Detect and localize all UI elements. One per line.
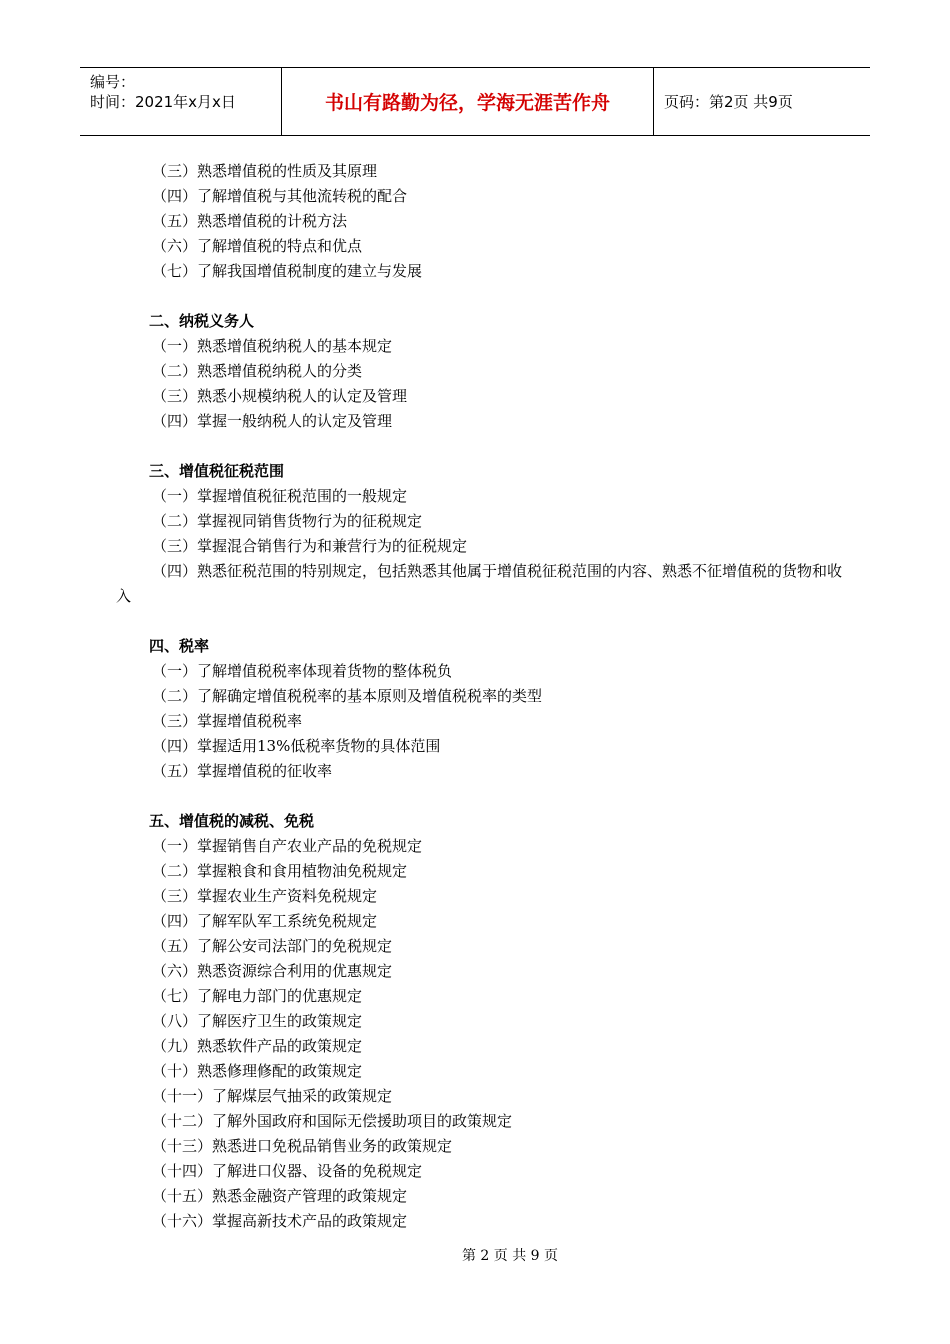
list-item: （二）掌握粮食和食用植物油免税规定	[152, 862, 408, 880]
list-item: （十）熟悉修理修配的政策规定	[152, 1062, 363, 1080]
list-item: （十一）了解煤层气抽采的政策规定	[152, 1087, 393, 1105]
list-item: （二）熟悉增值税纳税人的分类	[152, 362, 363, 380]
list-item: （四）掌握一般纳税人的认定及管理	[152, 412, 393, 430]
list-item: （五）掌握增值税的征收率	[152, 762, 333, 780]
list-item: （五）熟悉增值税的计税方法	[152, 212, 348, 230]
list-item: （二）了解确定增值税税率的基本原则及增值税税率的类型	[152, 687, 543, 705]
list-item: （三）熟悉增值税的性质及其原理	[152, 162, 378, 180]
section-heading: 五、增值税的减税、免税	[149, 812, 315, 830]
list-item: （十六）掌握高新技术产品的政策规定	[152, 1212, 408, 1230]
list-item: （十四）了解进口仪器、设备的免税规定	[152, 1162, 423, 1180]
list-item: （二）掌握视同销售货物行为的征税规定	[152, 512, 423, 530]
list-item: （四）掌握适用13%低税率货物的具体范围	[152, 737, 441, 755]
list-item: （五）了解公安司法部门的免税规定	[152, 937, 393, 955]
list-item: （七）了解电力部门的优惠规定	[152, 987, 363, 1005]
list-item: （一）熟悉增值税纳税人的基本规定	[152, 337, 393, 355]
section-heading: 三、增值税征税范围	[149, 462, 285, 480]
list-item: （三）掌握混合销售行为和兼营行为的征税规定	[152, 537, 468, 555]
section-heading: 二、纳税义务人	[149, 312, 255, 330]
time-label: 时间：2021年x月x日	[90, 93, 236, 111]
footer-page-label: 第 2 页 共 9 页	[461, 1248, 559, 1264]
list-item: （三）掌握农业生产资料免税规定	[152, 887, 378, 905]
list-item: （一）掌握增值税征税范围的一般规定	[152, 487, 408, 505]
list-item: （三）掌握增值税税率	[152, 712, 303, 730]
header-motto: 书山有路勤为径，学海无涯苦作舟	[282, 68, 654, 135]
list-item: （七）了解我国增值税制度的建立与发展	[152, 262, 423, 280]
list-item: （一）掌握销售自产农业产品的免税规定	[152, 837, 423, 855]
list-item: （十三）熟悉进口免税品销售业务的政策规定	[152, 1137, 453, 1155]
list-item: （九）熟悉软件产品的政策规定	[152, 1037, 363, 1055]
list-item: （六）了解增值税的特点和优点	[152, 237, 363, 255]
list-item: （八）了解医疗卫生的政策规定	[152, 1012, 363, 1030]
list-item: （四）熟悉征税范围的特别规定，包括熟悉其他属于增值税征税范围的内容、熟悉不征增值税的货物和收入	[116, 562, 843, 605]
document-body	[116, 159, 846, 1234]
header-meta	[80, 68, 282, 135]
number-label: 编号：	[90, 73, 136, 91]
list-item: （四）了解军队军工系统免税规定	[152, 912, 378, 930]
page-footer	[0, 1245, 950, 1265]
list-item: （三）熟悉小规模纳税人的认定及管理	[152, 387, 408, 405]
list-item: （十五）熟悉金融资产管理的政策规定	[152, 1187, 408, 1205]
document-header	[80, 67, 870, 136]
list-item: （六）熟悉资源综合利用的优惠规定	[152, 962, 393, 980]
list-item: （一）了解增值税税率体现着货物的整体税负	[152, 662, 453, 680]
section-heading: 四、税率	[149, 637, 210, 655]
list-item: （十二）了解外国政府和国际无偿援助项目的政策规定	[152, 1112, 513, 1130]
header-page-label: 页码：第2页 共9页	[664, 93, 793, 111]
list-item: （四）了解增值税与其他流转税的配合	[152, 187, 408, 205]
